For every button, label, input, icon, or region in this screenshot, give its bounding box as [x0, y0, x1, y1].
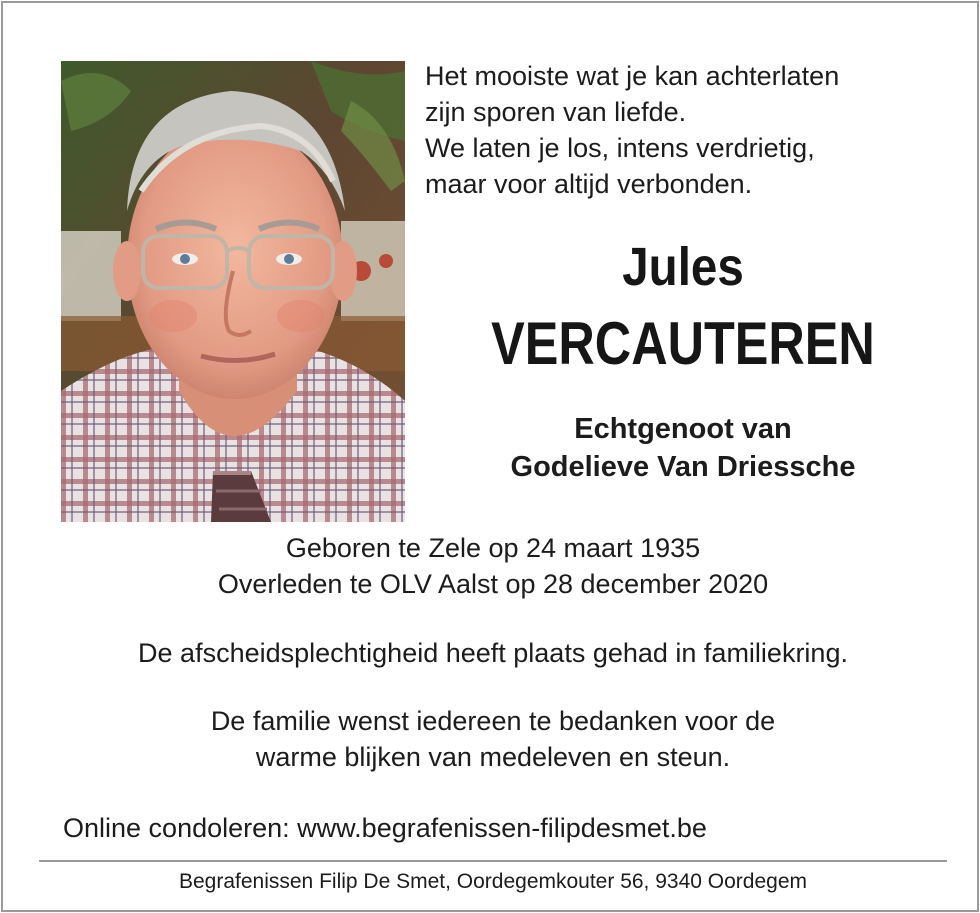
- deceased-last-name: VERCAUTEREN: [491, 310, 875, 377]
- verse-line: maar voor altijd verbonden.: [425, 169, 753, 199]
- thanks-line: warme blijken van medeleven en steun.: [255, 742, 731, 772]
- funeral-home-footer: Begrafenissen Filip De Smet, Oordegemkouter 56, 9340 Oordegem: [178, 870, 807, 893]
- portrait-photo: [61, 61, 405, 522]
- life-dates: [3, 530, 980, 602]
- verse-line: We laten je los, intens verdrietig,: [425, 133, 815, 163]
- birth-date: Geboren te Zele op 24 maart 1935: [285, 533, 701, 563]
- verse-line: zijn sporen van liefde.: [425, 97, 687, 127]
- spouse-info: [433, 410, 933, 486]
- death-date: Overleden te OLV Aalst op 28 december 2020: [217, 569, 769, 599]
- spouse-relation: Echtgenoot van: [574, 413, 792, 445]
- ceremony-notice: De afscheidsplechtigheid heeft plaats gehad in familiekring.: [138, 638, 848, 668]
- footer-divider: [39, 860, 947, 862]
- online-condolence: [63, 810, 943, 846]
- thanks-line: De familie wenst iedereen te bedanken voor de: [210, 706, 776, 736]
- condolence-label: Online condoleren:: [63, 813, 290, 843]
- spouse-name: Godelieve Van Driessche: [510, 451, 856, 483]
- memorial-verse: [425, 58, 945, 202]
- obituary-card: [1, 1, 979, 912]
- thanks-message: [3, 703, 980, 775]
- verse-line: Het mooiste wat je kan achterlaten: [425, 61, 840, 91]
- deceased-first-name: Jules: [622, 237, 744, 297]
- condolence-link[interactable]: www.begrafenissen-filipdesmet.be: [297, 813, 707, 843]
